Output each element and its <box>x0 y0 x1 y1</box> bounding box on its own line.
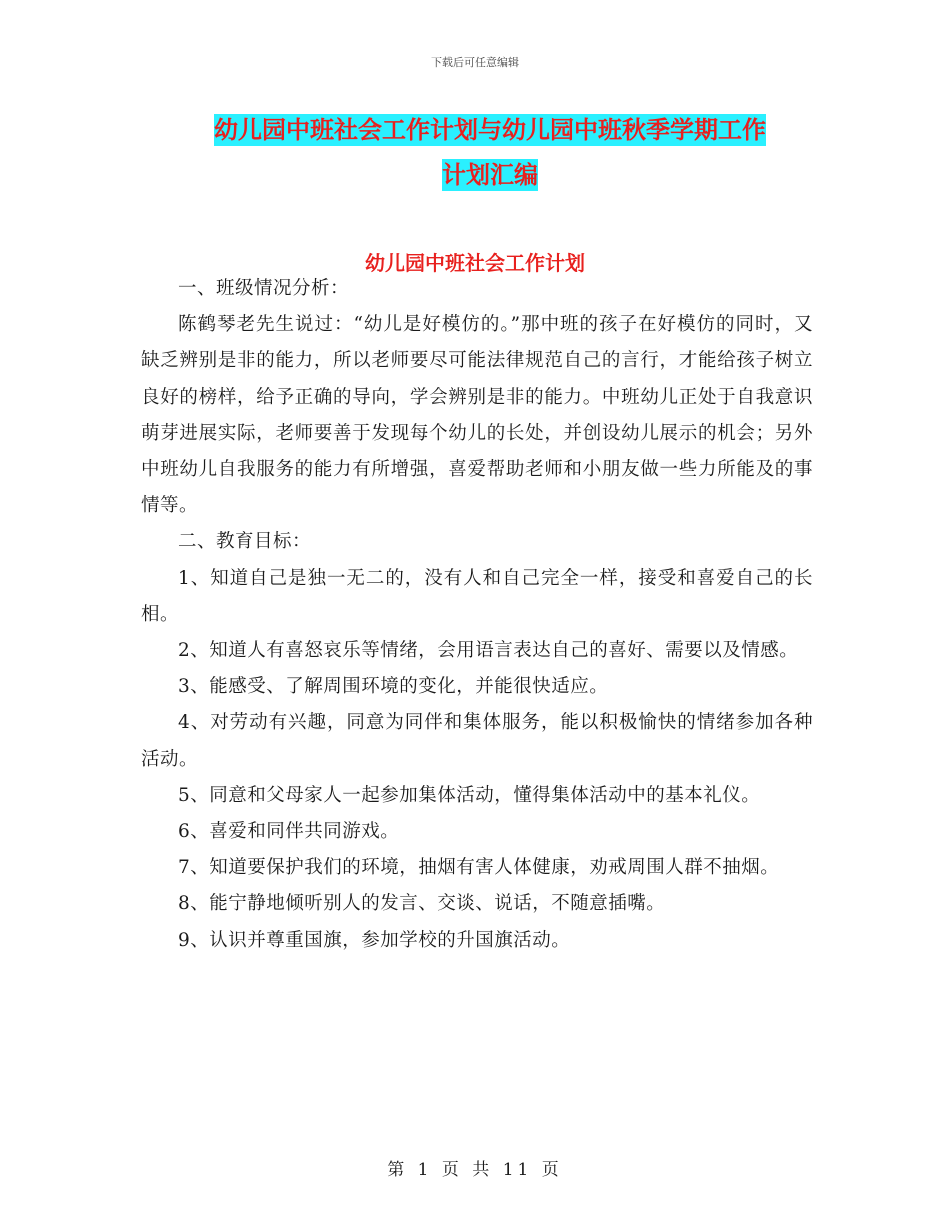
title-line-2: 计划汇编 <box>442 161 538 189</box>
goal-item-6: 6、喜爱和同伴共同游戏。 <box>178 821 400 843</box>
heading-education-goals: 二、教育目标： <box>178 531 312 553</box>
heading-class-analysis: 一、班级情况分析： <box>178 278 350 299</box>
goal-item-9: 9、认识并尊重国旗，参加学校的升国旗活动。 <box>178 929 571 951</box>
section-title: 幼儿园中班社会工作计划 <box>365 251 585 275</box>
page-footer: 第 1 页 共 11 页 <box>387 1160 563 1180</box>
goal-item-5: 5、同意和父母家人一起参加集体活动，懂得集体活动中的基本礼仪。 <box>178 784 761 806</box>
body-text <box>141 271 813 959</box>
goal-item-2: 2、知道人有喜怒哀乐等情绪，会用语言表达自己的喜好、需要以及情感。 <box>178 640 799 662</box>
goal-item-8: 8、能宁静地倾听别人的发言、交谈、说话，不随意插嘴。 <box>178 893 666 915</box>
document-title <box>140 108 840 198</box>
goal-item-3: 3、能感受、了解周围环境的变化，并能很快适应。 <box>178 676 609 698</box>
goal-item-7: 7、知道要保护我们的环境，抽烟有害人体健康，劝戒周围人群不抽烟。 <box>178 857 780 879</box>
title-line-1: 幼儿园中班社会工作计划与幼儿园中班秋季学期工作 <box>214 116 766 144</box>
header-note: 下载后可任意编辑 <box>431 56 519 69</box>
goal-item-1: 1、知道自己是独一无二的，没有人和自己完全一样，接受和喜爱自己的长相。 <box>141 567 813 625</box>
goal-item-4: 4、对劳动有兴趣，同意为同伴和集体服务，能以积极愉快的情绪参加各种活动。 <box>141 712 813 770</box>
paragraph-analysis: 陈鹤琴老先生说过：“幼儿是好模仿的。”那中班的孩子在好模仿的同时，又缺乏辨别是非的能力，所以老师要尽可能法律规范自己的言行，才能给孩子树立良好的榜样，给予正确的导向，学会辨别是非的能力。中班幼儿正处于自我意识萌芽进展实际，老师要善于发现每个幼儿的长处，并创设幼儿展示的机会；另外中班幼儿自我服务的能力有所增强，喜爱帮助老师和小朋友做一些力所能及的事情等。 <box>141 314 813 517</box>
